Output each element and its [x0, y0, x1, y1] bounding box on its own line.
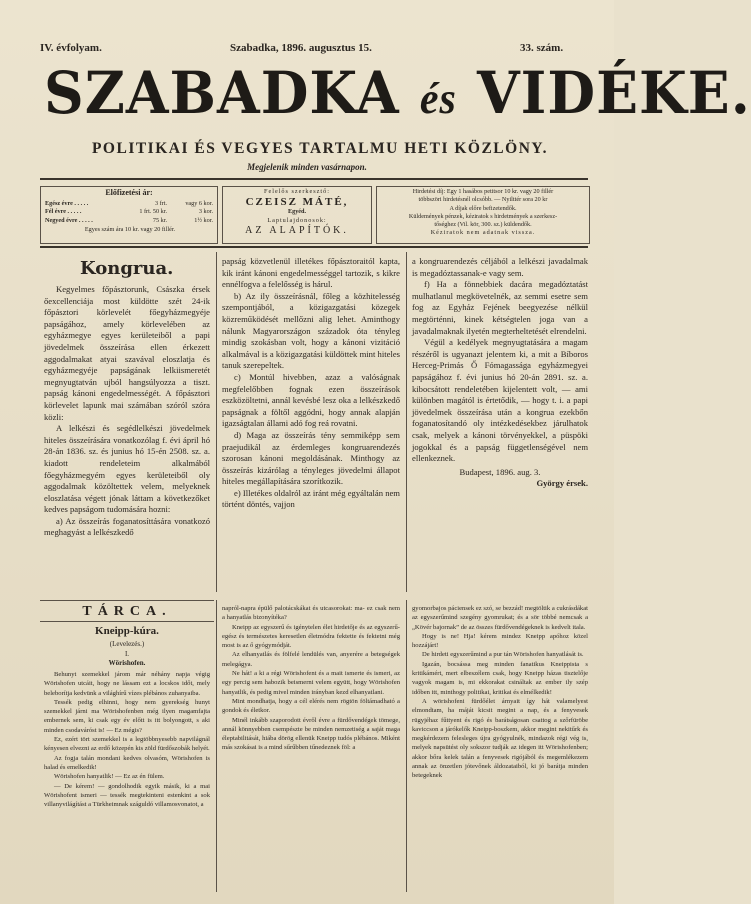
article-paragraph: Végül a kedélyek megnyugtatására a magam részéről is ugyanazt jelentem ki, a mit a Bíboros Herceg-Primás Ő Fómagassága egyházmegyei papságához f. évi junius hó 20-án 2891. sz. a. kibocsátott rendeletében kijelentett volt, — ami különben magától is értetődik, — hogy t. i. a papi jövedelmek összeírása után a kongrua ezekbőn foganatosítandó oly intézkedésekbez járulhatok csak, melyek a kánoni törvényekkel, a püspöki jogokkal és a papság függetlenségével nem ellenkeznek.: [412, 337, 588, 464]
ads-line: A díjak előre befizetendők.: [449, 204, 517, 212]
ads-line: Küldemények pénzek, kéziratok s hirdetmények a szerkesz-: [408, 212, 558, 220]
issue-number: 33. szám.: [520, 42, 564, 54]
subscription-box: [40, 186, 218, 244]
info-divider: [40, 246, 588, 248]
editor-box: [222, 186, 372, 244]
article-paragraph: a) Az összeírás foganatosíttására vonatkozó meghagyást a lelkészkedő: [44, 515, 210, 538]
ads-line: többszöri hirdetésnél olcsóbb. — Nyilttér sora 20 kr: [418, 196, 548, 204]
owner-name: AZ ALAPÍTÓK.: [245, 224, 349, 236]
tarca-paragraph: Minél inkább szaporodott évről évre a fürdővendégek tömege, annál könnyebben csempészte be minden nemzetiség a saját maga éleptabilitását, hiába dörög ellenük Kneipp tudós plébános. Miként más szokásai is a mind sűrűbben tűnedeznek föl: a: [222, 716, 400, 752]
tarca-paragraph: — De kérem! — gondolhodik egyik másik, ki a mai Wörishofent ismeri — tessék megtekinteni estenkint a sok villanyvilágítást a Türkheimnak száguldó villamosvonatot, a: [44, 782, 210, 809]
column-divider: [406, 600, 407, 892]
article-column-1: [44, 284, 210, 539]
editor-role: Felelős szerkesztő:: [264, 188, 330, 195]
tarca-paragraph: De hirdeti egyszerűmind a pur tán Wörishofen hanyatlását is.: [422, 651, 584, 659]
tarca-paragraph: napról-napra épülő palotácskákat és utcasorokat: ma- ez csak nem a hanyatlás bizonyítéka?: [222, 605, 400, 622]
ads-line: Hirdetési díj: Egy 1 hasábos petitsor 10 kr. vagy 20 fillér: [412, 188, 554, 195]
tarca-paragraph: A wörishofeni fürdőélet árnyait így hát valamelyest elmondtam, ha máját kicsit megint a nap, és a fenyvesek rügyjéhaz fűttyent és rigó és barátságosan csattog a szőrfüröbe kaviccson a járókelők Kneipp-boszkem, akkor megint nekitűrk és megkérdezem felesleges újra gyógyulnék, mindazok régi vég is, melyek napsütést oly sokszor tudják az idegen itt Wörishofenben; akkor bőra kelek talán a fenyvesek rigójából és megemlékezem annak az önzetlen jótevőnek áldozataiból, ki jó barátja minden betegeknek: [412, 697, 588, 780]
article-column-3: [412, 256, 588, 490]
tarca-column-1: [44, 670, 210, 892]
tarca-paragraph: Igazán, bocsássa meg minden fanatikus Kneippista s kritikámért, mert elbeszélem csak, hogy Kneipp házas tisztelője vagyok magam is, mi ekkorakat csináltak az ember ily szép időben itt, minthogy politikai, kritikai és elmélkedik!: [412, 660, 588, 696]
article-paragraph: b) Az ily összeírásnál, főleg a közhitelesség szempontjából, a közigazgatási közegek közreműködését mellőzni alig lehet. Aminthogy nálunk Magyarországon századok óta tényleg mindig szokásban volt, hogy a kánoni vizitáció alkalmával is a közigazgatási küldöttek mint hiteles tanuk szerepeltek.: [222, 290, 400, 371]
ads-box: [376, 186, 590, 244]
masthead-title: [44, 58, 751, 131]
tarca-paragraph: Ne hát! a ki a régi Wörishofent és a mait ismerte és ismeri, az egy percig sem habozik beismerni velem együtt, hogy Wörishofen hanyatlik, és pedig mivel minden irányban kezd elhanyatlani.: [222, 670, 400, 696]
article-paragraph: f) Ha a fönnebbiek dacára megadóztatást mulhatlanul megkövetelnék, az semmi esetre sem fog az Egyház Fejének beegyezése nélkül megtörténni, kinek kétségtelen joga van a javadalmaknak ilyetén megterheltetését elrendelni.: [412, 279, 588, 336]
tarca-bottom-rule: [40, 621, 214, 622]
editor-name: CZEISZ MÁTÉ,: [245, 196, 349, 209]
owner-role: Laptulajdonosok:: [267, 216, 327, 224]
tarca-subtitle: (Levelezés.): [109, 640, 145, 648]
column-divider: [216, 600, 217, 892]
article-paragraph: papság közvetlenül illetékes főpásztoraitól kapta, kik iránt kánoni engedelmességgel tartozik, s kikre ennélfogva a felelősség is hárul.: [222, 256, 400, 290]
article-paragraph: e) Illetékes oldalról az iránt még egyáltalán nem történt döntés, vajjon: [222, 487, 400, 510]
article-dateline: Budapest, 1896. aug. 3.: [459, 466, 541, 477]
place-date: Szabadka, 1896. augusztus 15.: [230, 42, 372, 54]
tarca-label: TÁRCA.: [82, 604, 172, 619]
subscription-row: Fél évre . . . . . 1 frt. 50 kr. 3 kor.: [45, 208, 213, 216]
tarca-paragraph: Az fogja talán mondani kedves olvasóm, Wörishofen is halad és emelkedik!: [44, 754, 210, 771]
subscription-row: Egész évre . . . . . 3 frt. vagy 6 kor.: [45, 200, 213, 207]
volume-label: IV. évfolyam.: [40, 42, 102, 54]
tarca-column-2: [222, 604, 400, 892]
tarca-paragraph: Az elhanyatlás és fölfelé lendülés van, anyerére a betegségek melegágya.: [222, 651, 400, 668]
publication-schedule: Megjelenik minden vasárnapon.: [247, 162, 367, 172]
article-paragraph: A lelkészi és segédlelkészi jövedelmek hiteles összeírására vonatkozólag f. évi ápril hó 28-án 1836. sz. és junius hó 15-én 2508. sz. a. kiadott rendeleteim alkalmából főegyházmegyém egyes kerületeiből oly aggodalmak közöltettek velem, melyeknek eloszlatása végett jónak láttam a következőket kedves papságom tudomására hozni:: [44, 423, 210, 515]
masthead-title-es: és: [419, 75, 457, 124]
ads-line: tőséghez (Vil. kör, 300. sz.) küldendők.: [434, 221, 532, 229]
column-divider: [216, 252, 217, 592]
tarca-top-rule: [40, 600, 214, 601]
article-column-2: [222, 256, 400, 511]
article-paragraph: Kegyelmes főpásztorunk, Császka érsek őexcellenciája most küldötte szét 24-ik főpásztori körlevelét főegyházmegyéje papságához, amely körlevelében az egyházmegye egyes kerületeiből a papi jövedelmek összeírása ellen érkezett aggodalmakat atyai szavával eloszlatja és egyházmegyéje papságának lelkiismeretét megnyugtatván ujból hangsúlyozza a tiszt. papság kánoni engedelmességét. A főpásztori körlevelet lapunk mai számában szóról szóra közli:: [44, 284, 210, 422]
column-divider: [406, 252, 407, 592]
tarca-paragraph: Wörishofen hanyatlik! — Ez az én fülem.: [54, 773, 165, 781]
tarca-place: Wörishofen.: [108, 659, 146, 667]
article-signature: György érsek.: [536, 478, 588, 489]
tarca-paragraph: gyomorbajos páciensek ez szó, se bezzád! megtöltik a cukrásdákat az egyszerűmind szegény gyomrukat; és a sör többé nemcsak a „Kövér bajornak” de az összes fürdővendégeknek is kedvelt itala.: [412, 605, 588, 631]
masthead-title-part2: VIDÉKE.: [476, 58, 751, 127]
article-paragraph: c) Montúl hivebben, azaz a valóságnak megfelelőbben fognak ezen összeírások eszközöltetni, annál kevésbé lesz oka a lelkészkedő papságnak a föltől aggódni, hogy annak alapján igazságtalan állami adó fog reá rovatni.: [222, 371, 400, 429]
tarca-paragraph: Ez, ezért tört szemekkel is a legtöbbnyesebb napvilágnál kényesen elvezni az erdő közepén kis zöld fürdőszobák helyét.: [44, 736, 210, 753]
subscription-row: Negyed évre . . . . . 75 kr. 1½ kor.: [45, 216, 213, 224]
subscription-heading: Előfizetési ár:: [105, 188, 153, 197]
single-issue-price: Egyes szám ára 10 kr. vagy 20 fillér.: [84, 225, 176, 233]
tarca-paragraph: Kneipp az egyszerű és igénytelen élet hirdetője és az egyszerű-egész és természetes keresetlen életmódra fektette és fektetni még most is az ő gyógymódját.: [222, 623, 400, 650]
tarca-title: Kneipp-kúra.: [95, 625, 159, 637]
tarca-paragraph: Behunyt szemekkel járom már néhány napja végig Wörishofen utcáit, hogy ne lássam ezt a locskos időt, mely beleborítja kedvünk a világhírű vízes plébános zuhanyaiba.: [44, 671, 210, 697]
article-paragraph: d) Maga az összeírás tény semmiképp sem praejudikál az érdemleges kongruarendezés szorosan kánoni megoldásának. Minthogy az összeírás kizárólag a tényleges jövedelmi állapot hiteles megállapítására szorítkozik.: [222, 429, 400, 487]
tarca-roman: I.: [124, 650, 130, 658]
masthead-subtitle: POLITIKAI ÉS VEGYES TARTALMU HETI KÖZLÖNY.: [91, 140, 549, 157]
tarca-column-3: [412, 604, 588, 892]
article-paragraph: a kongruarendezés céljából a lelkészi javadalmak is megadóztassanak-e vagy sem.: [412, 256, 588, 278]
tarca-paragraph: Mint mondhatja, hogy a cél elérés nem rögtön föltámadható a gondok és életkor.: [222, 697, 400, 715]
masthead-divider: [40, 178, 588, 180]
editor-place: Egyéd.: [287, 208, 307, 216]
ads-line: Kéziratok nem adatnak vissza.: [430, 229, 536, 237]
article-title: Kongrua.: [80, 258, 174, 279]
tarca-paragraph: Hogy is ne! Hja! kérem mindez Kneipp apóhoz közel hozzájárt!: [412, 632, 588, 650]
tarca-paragraph: Tessék pedig elhinni, hogy nem gyerekség hunyt szemekkel járni ma Wörishofenben még ilyen magamfajta embernek sem, ki csak egy év előtt is itt bolyongott, s aki minden csodaváróst is! — Ez mégis?: [44, 698, 210, 734]
masthead-title-part1: SZABADKA: [44, 58, 400, 127]
